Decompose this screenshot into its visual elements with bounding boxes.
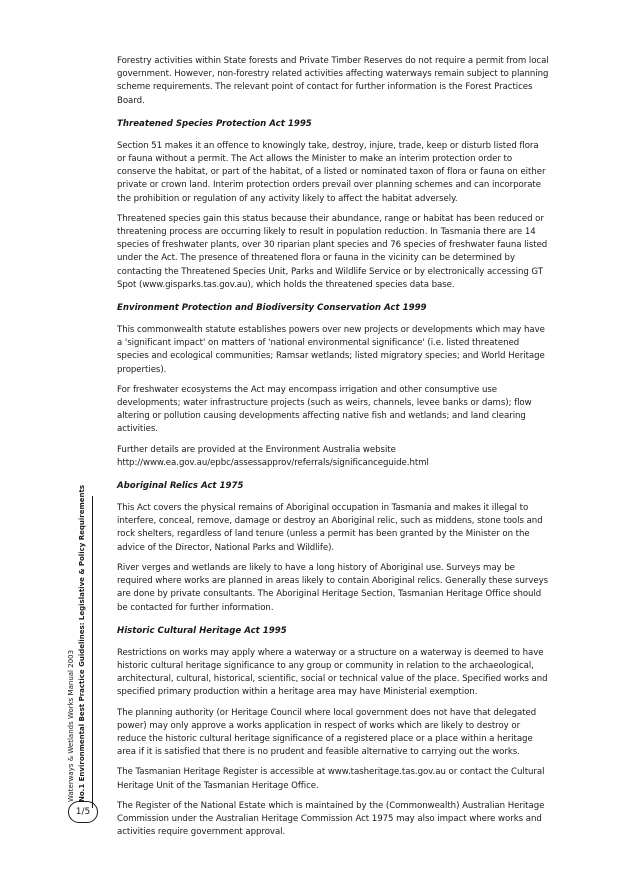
- paragraph: Forestry activities within State forests and Private Timber Reserves do not require a permit from local government. However, non-forestry related activities affecting waterways remain subject to planning scheme requirements. The relevant point of contact for further information is the Forest Practices Board.: [117, 56, 549, 106]
- paragraph: River verges and wetlands are likely to have a long history of Aboriginal use. Surveys may be required where works are planned in areas likely to contain Aboriginal relics. Generally these surveys are done by private consultants. The Aboriginal Heritage Section, Tasmanian Heritage Office should be contacted for further information.: [117, 562, 549, 613]
- section-heading: Historic Cultural Heritage Act 1995: [117, 625, 287, 636]
- paragraph: The Register of the National Estate which is maintained by the (Commonwealth) Australian Heritage Commission under the Australian Heritage Commission Act 1975 may also impact where works and activities require government approval.: [117, 800, 545, 838]
- page-number: 1/5: [68, 801, 98, 823]
- main-content: [117, 55, 549, 846]
- section-heading: Aboriginal Relics Act 1975: [117, 481, 244, 492]
- paragraph: Further details are provided at the Environment Australia website http://www.ea.gov.au/epbc/assessapprov/referrals/significanceguide.html: [117, 444, 429, 468]
- paragraph: Threatened species gain this status because their abundance, range or habitat has been reduced or threatening process are occurring likely to result in population reduction. In Tasmania there are 14 species of freshwater plants, over 30 riparian plant species and 76 species of freshwater fauna listed under the Act. The presence of threatened flora or fauna in the vicinity can be determined by contacting the Threatened Species Unit, Parks and Wildlife Service or by electronically accessing GT Spot (www.gisparks.tas.gov.au), which holds the threatened species data base.: [117, 213, 548, 290]
- paragraph: This Act covers the physical remains of Aboriginal occupation in Tasmania and makes it illegal to interfere, conceal, remove, damage or destroy an Aboriginal relic, such as middens, stone tools and rock shelters, regardless of land tenure (unless a permit has been granted by the Minister on the advice of the Director, National Parks and Wildlife).: [117, 503, 543, 553]
- section-heading: Threatened Species Protection Act 1995: [117, 118, 312, 129]
- paragraph: This commonwealth statute establishes powers over new projects or developments which may have a 'significant impact' on matters of 'national environmental significance' (i.e. listed threatened species and ecological communities; Ramsar wetlands; listed migratory species; and World Heritage properties).: [117, 325, 545, 375]
- guideline-title: No.1 Environmental Best Practice Guidelines: Legislative & Policy Requirements: [78, 484, 86, 802]
- sidebar-divider: [92, 496, 93, 808]
- paragraph: The planning authority (or Heritage Council where local government does not have that delegated power) may only approve a works application in respect of works which are likely to destroy or reduce the historic cultural heritage significance of a registered place or a place within a heritage area if it is satisfied that there is no prudent and feasible alternative to carrying out the works.: [117, 707, 537, 758]
- section-heading: Environment Protection and Biodiversity Conservation Act 1999: [117, 303, 427, 314]
- paragraph: The Tasmanian Heritage Register is accessible at www.tasheritage.tas.gov.au or contact the Cultural Heritage Unit of the Tasmanian Heritage Office.: [117, 767, 545, 791]
- manual-title: Waterways & Wetlands Works Manual 2003: [67, 649, 75, 802]
- paragraph: Restrictions on works may apply where a waterway or a structure on a waterway is deemed to have historic cultural heritage significance to any group or community in relation to the archaeological, architectural, cultural, historical, scientific, social or technical value of the place. Specified works and specified primary production within a heritage area may have Ministerial exemption.: [117, 647, 548, 698]
- sidebar-caption: [66, 484, 90, 802]
- paragraph: Section 51 makes it an offence to knowingly take, destroy, injure, trade, keep or disturb listed flora or fauna without a permit. The Act allows the Minister to make an interim protection order to conserve the habitat, or part of the habitat, of a listed or nominated taxon of flora or fauna on either private or crown land. Interim protection orders prevail over planning schemes and can incorporate the prohibition or regulation of any activity likely to affect the habitat adversely.: [117, 140, 546, 204]
- paragraph: For freshwater ecosystems the Act may encompass irrigation and other consumptive use developments; water infrastructure projects (such as weirs, channels, levee banks or dams); flow altering or pollution causing developments affecting native fish and wetlands; and land clearing activities.: [117, 384, 532, 435]
